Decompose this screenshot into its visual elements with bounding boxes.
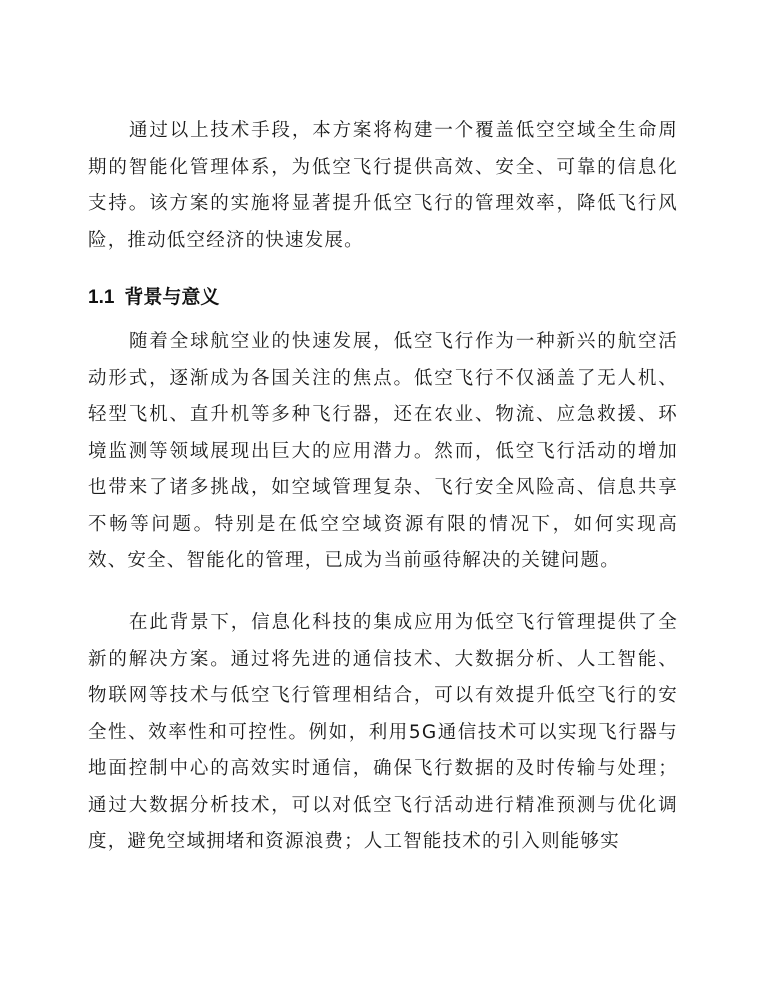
section-title: 背景与意义 [124,286,220,308]
section-number: 1.1 [88,287,115,308]
section-heading [88,282,219,313]
intro-paragraph: 通过以上技术手段，本方案将构建一个覆盖低空空域全生命周期的智能化管理体系，为低空飞行提供高效、安全、可靠的信息化支持。该方案的实施将显著提升低空飞行的管理效率，降低飞行风险，推动低空经济的快速发展。 [88,120,678,251]
background-paragraph-1: 随着全球航空业的快速发展，低空飞行作为一种新兴的航空活动形式，逐渐成为各国关注的焦点。低空飞行不仅涵盖了无人机、轻型飞机、直升机等多种飞行器，还在农业、物流、应急救援、环境监测等领域展现出巨大的应用潜力。然而，低空飞行活动的增加也带来了诸多挑战，如空域管理复杂、飞行安全风险高、信息共享不畅等问题。特别是在低空空域资源有限的情况下，如何实现高效、安全、智能化的管理，已成为当前亟待解决的关键问题。 [88,331,678,571]
background-paragraph-2: 在此背景下，信息化科技的集成应用为低空飞行管理提供了全新的解决方案。通过将先进的通信技术、大数据分析、人工智能、物联网等技术与低空飞行管理相结合，可以有效提升低空飞行的安全性、效率性和可控性。例如，利用5G通信技术可以实现飞行器与地面控制中心的高效实时通信，确保飞行数据的及时传输与处理；通过大数据分析技术，可以对低空飞行活动进行精准预测与优化调度，避免空域拥堵和资源浪费；人工智能技术的引入则能够实 [88,612,678,852]
